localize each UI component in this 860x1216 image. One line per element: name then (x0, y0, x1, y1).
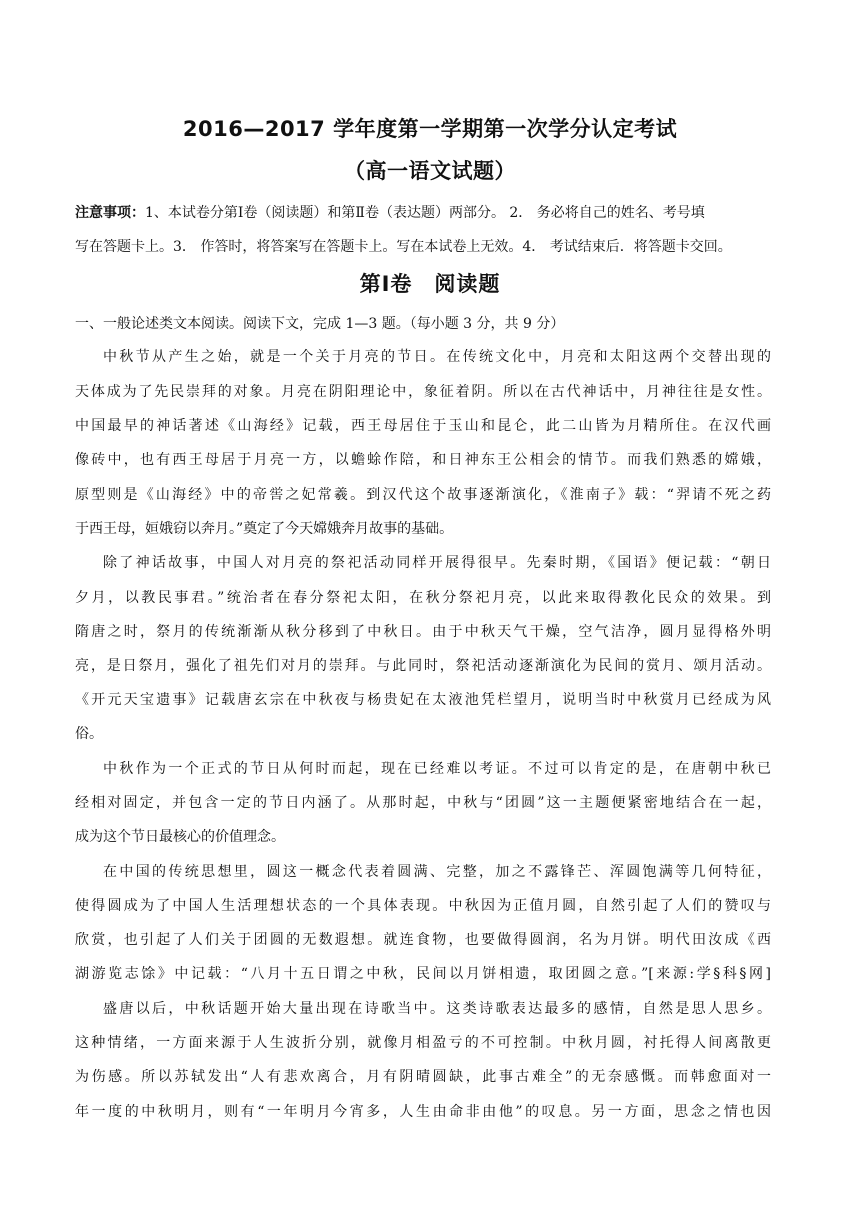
paragraph-line: 成为这个节日最核心的价值理念。 (75, 829, 285, 845)
exam-subtitle: （高一语文试题） (344, 159, 516, 183)
paragraph-line: 使得圆成为了中国人生活理想状态的一个具体表现。中秋因为正值月圆，自然引起了人们的赞叹与 (75, 898, 771, 914)
notice-block (75, 196, 771, 264)
paragraph-line: 在中国的传统思想里，圆这一概念代表着圆满、完整，加之不露锋芒、浑圆饱满等几何特征， (103, 864, 771, 880)
question-instruction: 一、一般论述类文本阅读。阅读下文，完成 1—3 题。（每小题 3 分，共 9 分） (75, 316, 565, 332)
paragraph-line: 俗。 (75, 726, 103, 742)
paragraph-line: 中秋节从产生之始，就是一个关于月亮的节日。在传统文化中，月亮和太阳这两个交替出现的 (103, 349, 771, 365)
paragraph-line: 中秋作为一个正式的节日从何时而起，现在已经难以考证。不过可以肯定的是，在唐朝中秋已 (103, 761, 771, 777)
paragraph-line: 原型则是《山海经》中的帝喾之妃常羲。到汉代这个故事逐渐演化，《淮南子》载：“羿请不死之药 (75, 487, 771, 503)
paragraph-line: 这种情绪，一方面来源于人生波折分别，就像月相盈亏的不可控制。中秋月圆，衬托得人间离散更 (75, 1035, 771, 1051)
section-heading: 第Ⅰ卷 阅读题 (359, 272, 501, 296)
paragraph-line: 除了神话故事，中国人对月亮的祭祀活动同样开展得很早。先秦时期，《国语》便记载：“朝日 (103, 555, 771, 571)
paragraph-line: 湖游览志馀》中记载：“八月十五日谓之中秋，民间以月饼相遗，取团圆之意。”[来源:学§科§网] (75, 966, 771, 982)
notice-text-2: 写在答题卡上。3． 作答时，将答案写在答题卡上。写在本试卷上无效。4． 考试结束后．将答题卡交回。 (75, 239, 732, 255)
paragraph-line: 像砖中，也有西王母居于月亮一方，以蟾蜍作陪，和日神东王公相会的情节。而我们熟悉的嫦娥， (75, 452, 771, 468)
notice-text-1: 1、本试卷分第Ⅰ卷（阅读题）和第Ⅱ卷（表达题）两部分。 2． 务必将自己的姓名、考号填 (145, 205, 705, 221)
paragraph-line: 为伤感。所以苏轼发出“人有悲欢离合，月有阴晴圆缺，此事古难全”的无奈感慨。而韩愈面对一 (75, 1069, 771, 1085)
paragraph-line: 欣赏，也引起了人们关于团圆的无数遐想。就连食物，也要做得圆润，名为月饼。明代田汝成《西 (75, 932, 771, 948)
paragraph-line: 年一度的中秋明月，则有“一年明月今宵多，人生由命非由他”的叹息。另一方面，思念之情也因 (75, 1104, 771, 1120)
paragraph-line: 于西王母，姮娥窃以奔月。”奠定了今天嫦娥奔月故事的基础。 (75, 521, 454, 537)
exam-title: 2016—2017 学年度第一学期第一次学分认定考试 (182, 117, 678, 141)
paragraph-line: 经相对固定，并包含一定的节日内涵了。从那时起，中秋与“团圆”这一主题便紧密地结合在一起， (75, 795, 771, 811)
paragraph-line: 中国最早的神话著述《山海经》记载，西王母居住于玉山和昆仑，此二山皆为月精所住。在汉代画 (75, 418, 771, 434)
paragraph-line: 隋唐之时，祭月的传统渐渐从秋分移到了中秋日。由于中秋天气干燥，空气洁净，圆月显得格外明 (75, 624, 771, 640)
paragraph-line: 《开元天宝遗事》记载唐玄宗在中秋夜与杨贵妃在太液池凭栏望月，说明当时中秋赏月已经成为风 (75, 692, 771, 708)
paragraph-line: 夕月，以教民事君。”统治者在春分祭祀太阳，在秋分祭祀月亮，以此来取得教化民众的效果。到 (75, 590, 771, 606)
paragraph-line: 天体成为了先民崇拜的对象。月亮在阴阳理论中，象征着阴。所以在古代神话中，月神往往是女性。 (75, 384, 771, 400)
paragraph-line: 亮，是日祭月，强化了祖先们对月的崇拜。与此同时，祭祀活动逐渐演化为民间的赏月、颂月活动。 (75, 658, 771, 674)
notice-label: 注意事项： (75, 205, 145, 221)
paragraph-line: 盛唐以后，中秋话题开始大量出现在诗歌当中。这类诗歌表达最多的感情，自然是思人思乡。 (103, 1001, 771, 1017)
